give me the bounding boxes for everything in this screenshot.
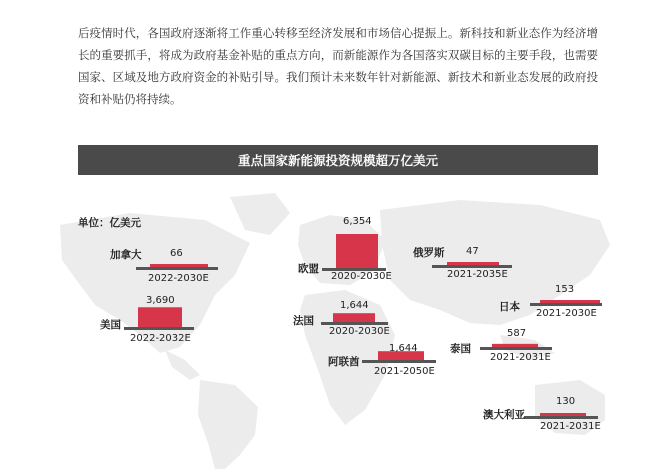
- country-label-canada: 加拿大: [110, 249, 142, 261]
- value-label-australia: 130: [556, 396, 576, 407]
- value-label-uae: 1,644: [389, 343, 418, 354]
- bar-australia: [540, 413, 586, 416]
- map-greenland: [230, 193, 290, 235]
- bar-russia: [447, 262, 499, 265]
- period-label-australia: 2021-2031E: [540, 421, 601, 432]
- unit-label: 单位：亿美元: [78, 217, 141, 229]
- bar-canada: [150, 264, 208, 267]
- country-label-japan: 日本: [499, 301, 520, 313]
- country-label-france: 法国: [293, 315, 314, 327]
- bar-japan: [540, 300, 600, 303]
- period-label-russia: 2021-2035E: [447, 269, 508, 280]
- value-label-thailand: 587: [507, 328, 527, 339]
- value-label-eu: 6,354: [343, 216, 372, 227]
- map-south-america: [198, 380, 258, 469]
- country-label-australia: 澳大利亚: [483, 409, 525, 421]
- chart-title-banner: 重点国家新能源投资规模超万亿美元: [78, 145, 598, 175]
- period-label-canada: 2022-2030E: [148, 273, 209, 284]
- country-label-uae: 阿联酋: [328, 356, 360, 368]
- value-label-france: 1,644: [340, 300, 369, 311]
- country-label-usa: 美国: [100, 319, 121, 331]
- period-label-usa: 2022-2032E: [130, 333, 191, 344]
- period-label-eu: 2020-2030E: [331, 271, 392, 282]
- country-label-thailand: 泰国: [450, 343, 471, 355]
- period-label-thailand: 2021-2031E: [490, 352, 551, 363]
- country-label-russia: 俄罗斯: [413, 247, 445, 259]
- period-label-france: 2020-2030E: [329, 326, 390, 337]
- value-label-canada: 66: [170, 248, 183, 259]
- value-label-japan: 153: [555, 284, 575, 295]
- investment-map-chart: [0, 185, 667, 469]
- value-label-usa: 3,690: [146, 295, 175, 306]
- period-label-japan: 2021-2030E: [536, 308, 597, 319]
- bar-france: [333, 313, 375, 322]
- bar-usa: [138, 307, 182, 327]
- bar-thailand: [492, 344, 538, 347]
- bar-eu: [336, 234, 378, 268]
- value-label-russia: 47: [466, 246, 479, 257]
- period-label-uae: 2021-2050E: [374, 366, 435, 377]
- country-label-eu: 欧盟: [298, 263, 319, 275]
- map-central-america: [165, 350, 200, 380]
- intro-paragraph: 后疫情时代，各国政府逐渐将工作重心转移至经济发展和市场信心提振上。新科技和新业态作为经济增长的重要抓手，将成为政府基金补贴的重点方向，而新能源作为各国落实双碳目标的主要手段，也需要国家、区域及地方政府资金的补贴引导。我们预计未来数年针对新能源、新技术和新业态发展的政府投资和补贴仍将持续。: [78, 26, 598, 106]
